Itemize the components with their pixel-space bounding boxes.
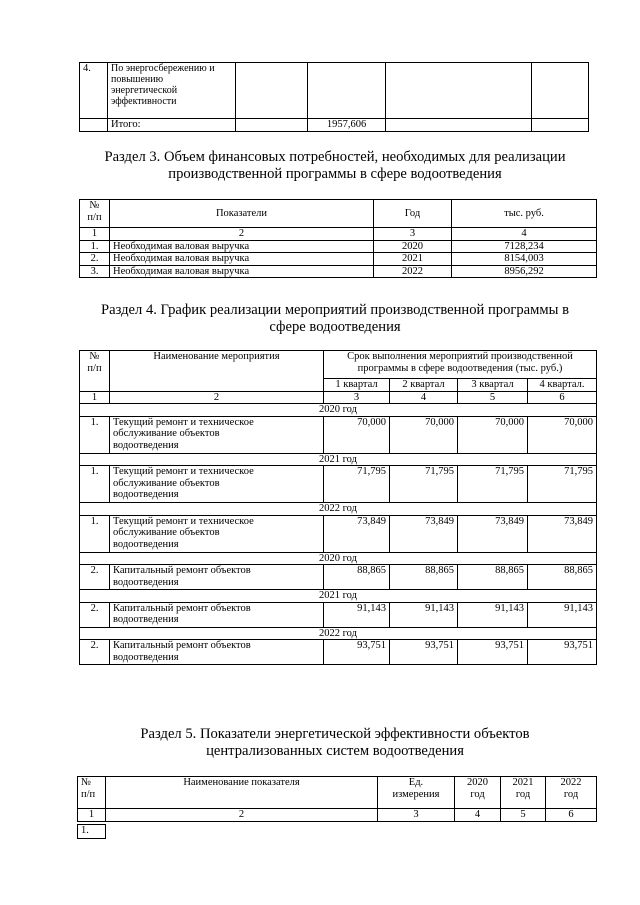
section3-table	[79, 199, 597, 278]
header-num: № п/п	[80, 200, 110, 228]
year-row: 2022 год	[80, 503, 597, 516]
section5-row-table	[77, 824, 106, 839]
header-row	[80, 351, 597, 379]
table-row: 2. Капитальный ремонт объектов водоотведения 93,751 93,751 93,751 93,751	[80, 640, 597, 665]
year-row: 2022 год	[80, 627, 597, 640]
row-name: По энергосбережению и повышению энергетической эффективности	[108, 63, 236, 119]
year-row: 2021 год	[80, 590, 597, 603]
table-row: 1. Текущий ремонт и техническое обслуживание объектов водоотведения 70,000 70,000 70,000 70,000	[80, 416, 597, 453]
column-numbers-row: 1 2 3 4 5 6	[80, 391, 597, 404]
header-num: № п/п	[78, 777, 106, 809]
header-name: Наименование показателя	[106, 777, 378, 809]
table-row: 2. Капитальный ремонт объектов водоотведения 88,865 88,865 88,865 88,865	[80, 565, 597, 590]
section5-title: Раздел 5. Показатели энергетической эффективности объектов централизованных систем водоотведения	[140, 726, 530, 759]
header-row	[80, 200, 597, 228]
top-table	[79, 62, 589, 132]
row-number: 4.	[80, 63, 108, 119]
header-year: Год	[374, 200, 452, 228]
header-q4: 4 квартал.	[528, 379, 597, 392]
table-row: 1. Текущий ремонт и техническое обслуживание объектов водоотведения 73,849 73,849 73,849 73,849	[80, 515, 597, 552]
table-row: 1. Текущий ремонт и техническое обслуживание объектов водоотведения 71,795 71,795 71,795 71,795	[80, 466, 597, 503]
header-q2: 2 квартал	[390, 379, 458, 392]
year-row: 2020 год	[80, 552, 597, 565]
column-numbers-row: 1 2 3 4	[80, 228, 597, 241]
header-2021: 2021 год	[501, 777, 546, 809]
table-row: 3. Необходимая валовая выручка 2022 8956,292	[80, 265, 597, 278]
table-row	[80, 63, 589, 119]
total-label: Итого:	[108, 119, 236, 132]
table-row: 2. Капитальный ремонт объектов водоотведения 91,143 91,143 91,143 91,143	[80, 602, 597, 627]
table-row-total	[80, 119, 589, 132]
header-q3: 3 квартал	[458, 379, 528, 392]
total-value: 1957,606	[308, 119, 386, 132]
section3-title: Раздел 3. Объем финансовых потребностей, необходимых для реализации производственной программы в сфере водоотведения	[104, 149, 566, 182]
header-indicators: Показатели	[110, 200, 374, 228]
measure-name: Капитальный ремонт объектов водоотведения	[110, 602, 324, 627]
measure-name: Текущий ремонт и техническое обслуживание объектов водоотведения	[110, 466, 324, 503]
section5-table	[77, 776, 597, 822]
measure-name: Текущий ремонт и техническое обслуживание объектов водоотведения	[110, 515, 324, 552]
header-num: № п/п	[80, 351, 110, 392]
table-row: 2. Необходимая валовая выручка 2021 8154,003	[80, 253, 597, 266]
header-amount: тыс. руб.	[452, 200, 597, 228]
measure-name: Текущий ремонт и техническое обслуживание объектов водоотведения	[110, 416, 324, 453]
column-numbers-row: 1 2 3 4 5 6	[78, 809, 597, 822]
section4-table	[79, 350, 597, 665]
header-2020: 2020 год	[455, 777, 501, 809]
table-row: 1.	[78, 825, 106, 839]
header-q1: 1 квартал	[324, 379, 390, 392]
measure-name: Капитальный ремонт объектов водоотведения	[110, 640, 324, 665]
header-unit: Ед. измерения	[378, 777, 455, 809]
table-row: 1. Необходимая валовая выручка 2020 7128,234	[80, 240, 597, 253]
year-row: 2020 год	[80, 404, 597, 417]
header-2022: 2022 год	[546, 777, 597, 809]
header-row	[78, 777, 597, 809]
header-period: Срок выполнения мероприятий производственной программы в сфере водоотведения (тыс. руб.)	[324, 351, 597, 379]
header-name: Наименование мероприятия	[110, 351, 324, 392]
section4-title: Раздел 4. График реализации мероприятий производственной программы в сфере водоотведения	[101, 302, 569, 335]
measure-name: Капитальный ремонт объектов водоотведения	[110, 565, 324, 590]
year-row: 2021 год	[80, 453, 597, 466]
